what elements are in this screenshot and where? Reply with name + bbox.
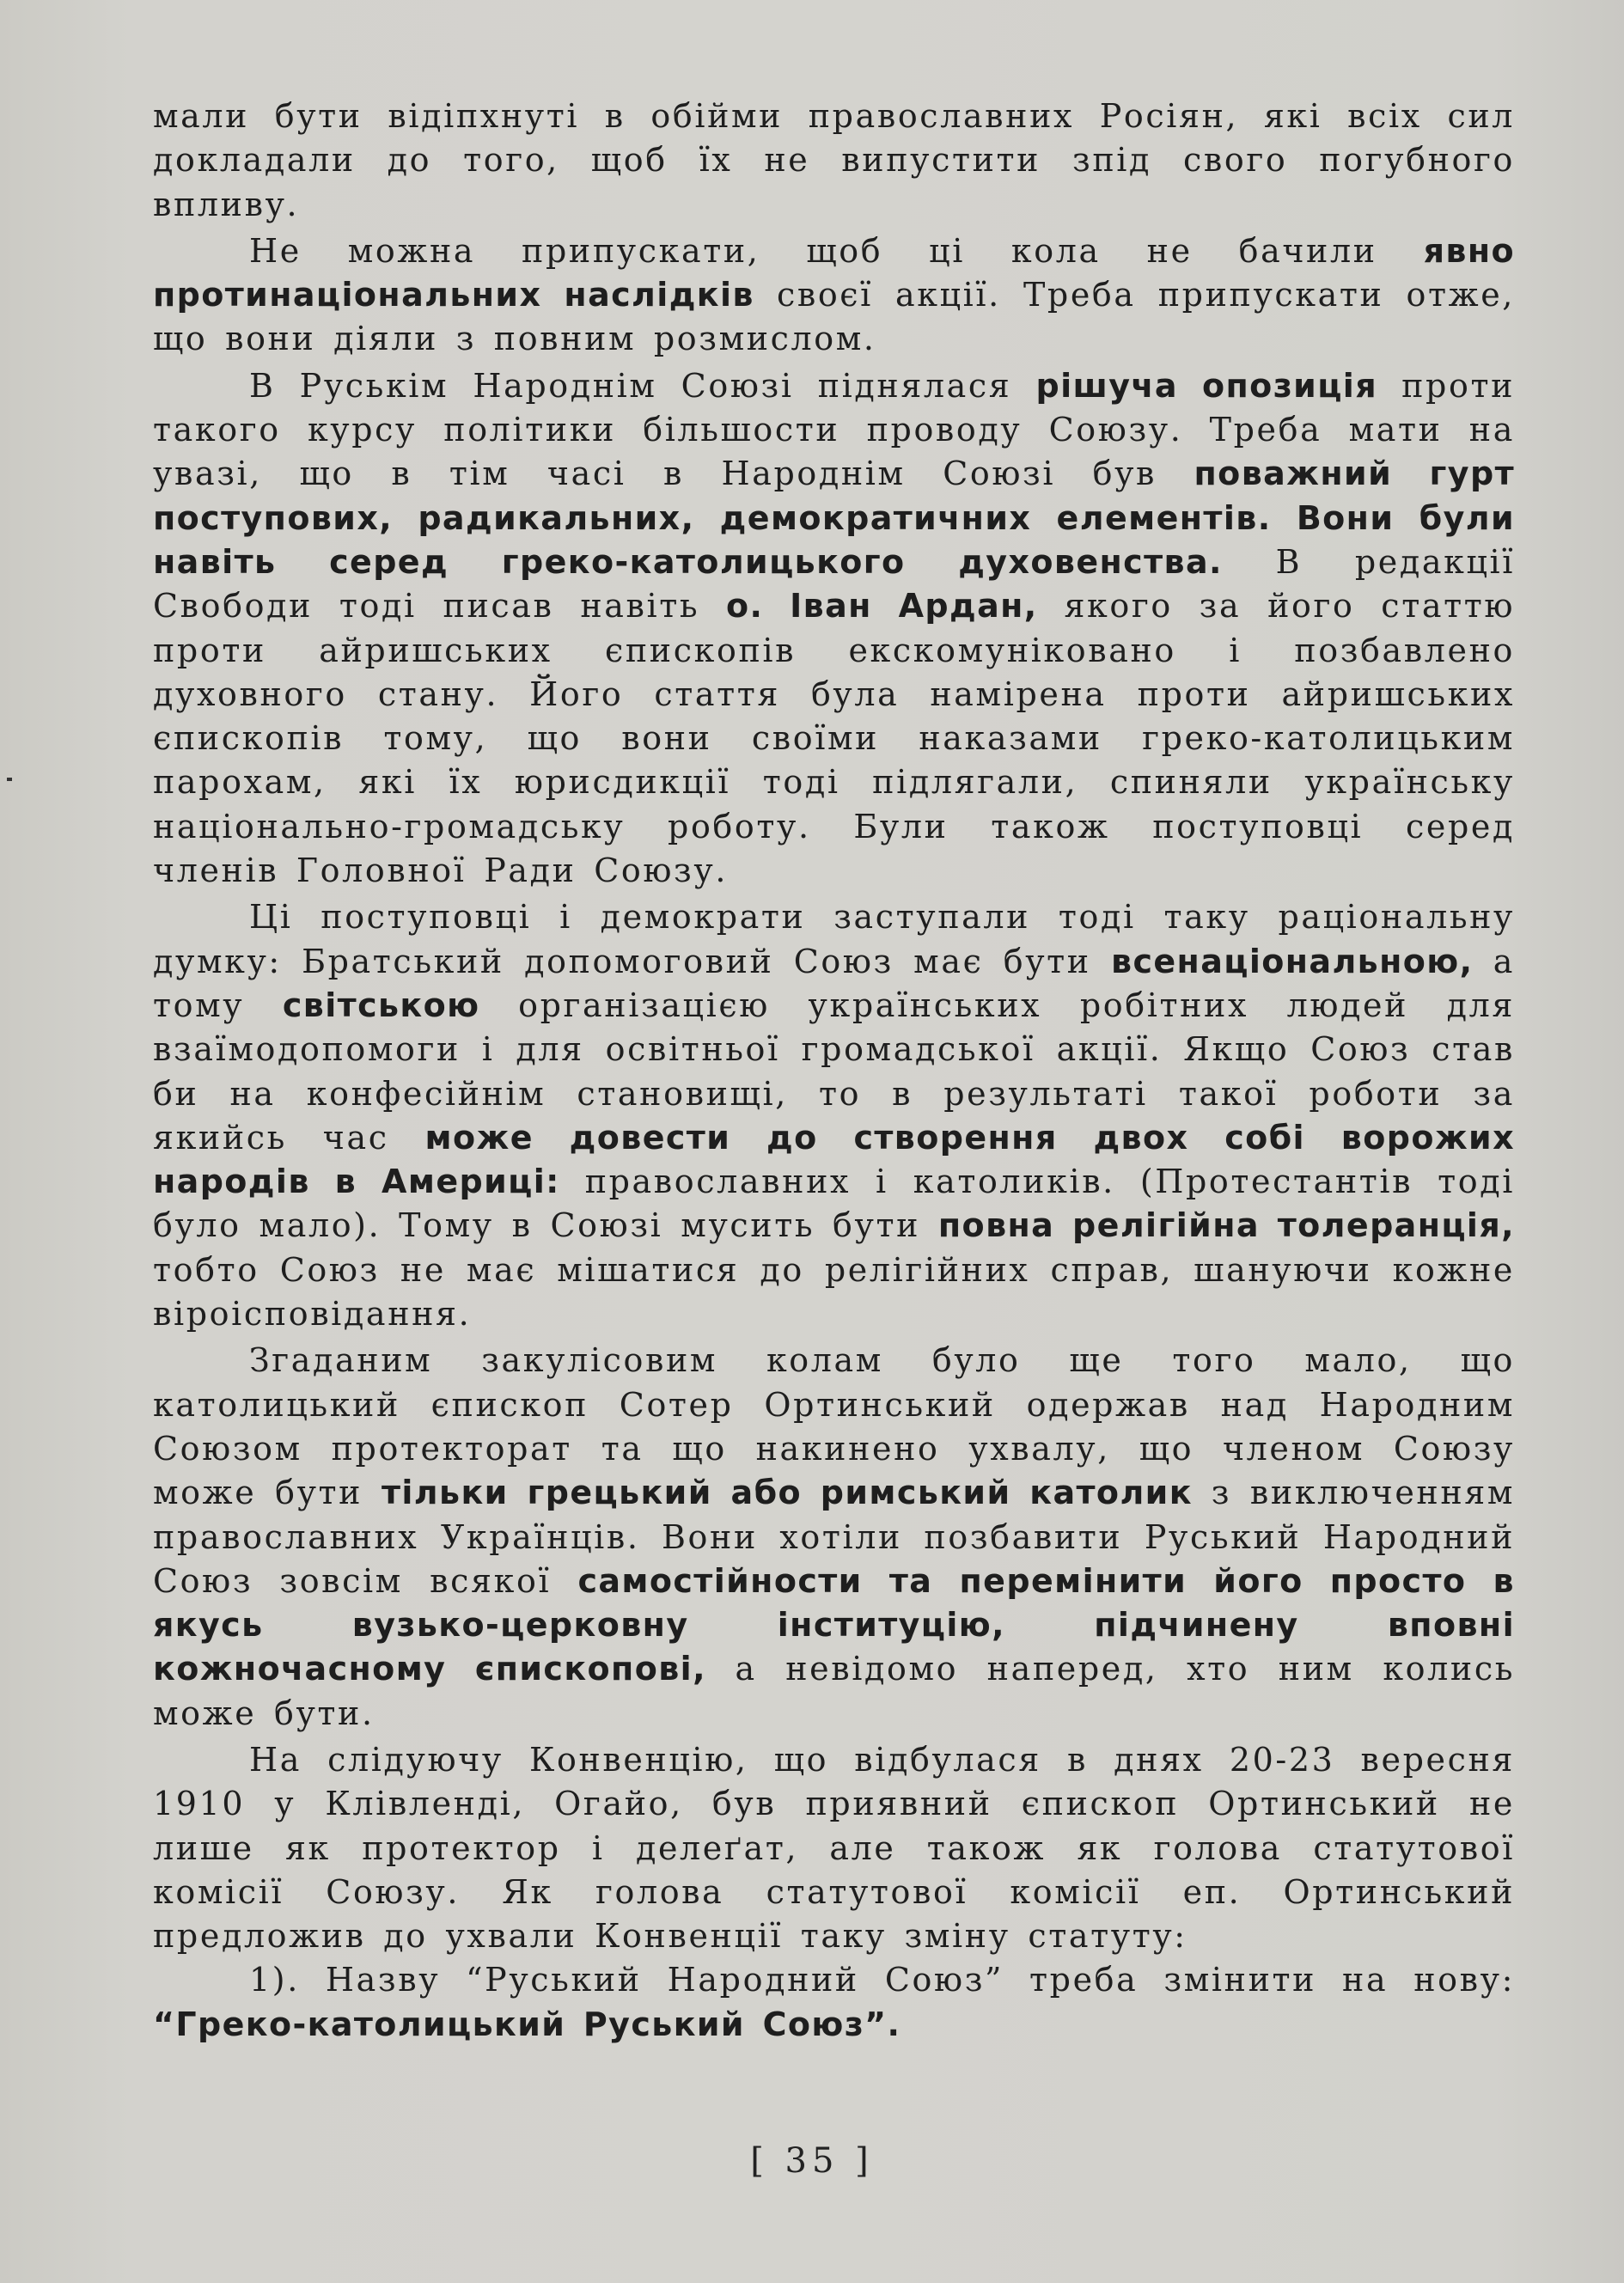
bold-text-run: о. Іван Ардан,: [726, 587, 1038, 626]
text-run: тобто Союз не має мішатися до релігійних справ, шануючи кожне віроісповідання.: [153, 1250, 1515, 1334]
bold-text-run: явно протинаціональних наслідків: [153, 231, 1515, 314]
text-run: православних і католиків. (Протестантів тоді було мало). Тому в Союзі мусить бути: [153, 1163, 1515, 1245]
text-run: а невідомо наперед, хто ним колись може бути.: [153, 1650, 1515, 1732]
bold-text-run: поважний гурт поступових, радикальних, демократичних елементів. Вони були навіть серед греко-католицького духовенства.: [153, 455, 1515, 581]
text-run: В редакції Свободи тоді писав навіть: [153, 542, 1515, 626]
text-run: організацією українських робітних людей для взаїмодопомоги і для освітньої громадської акції. Якщо Союз став би на конфесійнім становищі, то в результаті такої роботи за якийсь час: [153, 986, 1515, 1157]
text-run: мали бути відіпхнуті в обійми православних Росіян, які всіх сил докладали до того, щоб їх не випустити зпід свого погубного впливу.: [153, 97, 1515, 223]
paragraph: [153, 364, 1515, 894]
margin-mark: [7, 778, 12, 781]
page-number: [ 35 ]: [750, 2141, 874, 2181]
text-run: Ці поступовці і демократи заступали тоді таку раціональну думку: Братський допомоговий Союз має бути: [153, 898, 1515, 980]
text-run: проти такого курсу політики більшости проводу Союзу. Треба мати на увазі, що в тім часі в Народнім Союзі був: [153, 366, 1516, 493]
bold-text-run: самостійности та перемінити його просто в якусь вузько-церковну інституцію, підчинену вповні кожночасному єпископові,: [153, 1561, 1515, 1688]
text-run: 1). Назву “Руський Народний Союз” треба змінити на нову:: [249, 1961, 1515, 1999]
bold-text-run: світською: [282, 986, 480, 1024]
bold-text-run: всенаціональною,: [1111, 942, 1474, 980]
paragraph: [153, 1738, 1515, 1958]
text-run: На слідуючу Конвенцію, що відбулася в днях 20-23 вересня 1910 у Клівленді, Огайо, був приявний єпископ Ортинський не лише як протектор і делеґат, але також як голова статутової комісії Союзу. Як голова статутової комісії еп. Ортинський предложив до ухвали Конвенції таку зміну статуту:: [153, 1740, 1515, 1956]
paragraph: [153, 895, 1515, 1336]
bold-text-run: тільки грецький або римський католик: [381, 1474, 1193, 1512]
bold-text-run: “Греко-католицький Руський Союз”.: [153, 2005, 901, 2043]
list-item: [153, 1958, 1515, 2047]
text-run: Згаданим закулісовим колам було ще того мало, що католицький єпископ Сотер Ортинський одержав над Народним Союзом протекторат та що накинено ухвалу, що членом Союзу може бути: [153, 1341, 1515, 1512]
text-run: з виключенням православних Українців. Вони хотіли позбавити Руський Народний Союз зовсім всякої: [153, 1474, 1516, 1600]
bold-text-run: може довести до створення двох собі ворожих народів в Америці:: [153, 1118, 1515, 1201]
body-text: [153, 95, 1515, 2047]
text-run: якого за його статтю проти айришських єпископів екскомуніковано і позбавлено духовного стану. Його стаття була намірена проти айришських єпископів тому, що вони своїми наказами греко-католицьким парохам, які їх юрисдикції тоді підлягали, спиняли українську національно-громадську роботу. Були також поступовці серед членів Головної Ради Союзу.: [153, 587, 1515, 890]
text-run: а тому: [153, 942, 1515, 1024]
text-run: своєї акції. Треба припускати отже, що вони діяли з повним розмислом.: [153, 276, 1515, 358]
bold-text-run: рішуча опозиція: [1035, 366, 1377, 405]
text-run: В Руськім Народнім Союзі піднялася: [249, 366, 1036, 405]
paragraph: [153, 1339, 1515, 1736]
text-run: Не можна припускати, щоб ці кола не бачили: [249, 231, 1424, 270]
paragraph: [153, 95, 1515, 227]
bold-text-run: повна релігійна толеранція,: [937, 1206, 1515, 1245]
paragraph: [153, 229, 1515, 362]
